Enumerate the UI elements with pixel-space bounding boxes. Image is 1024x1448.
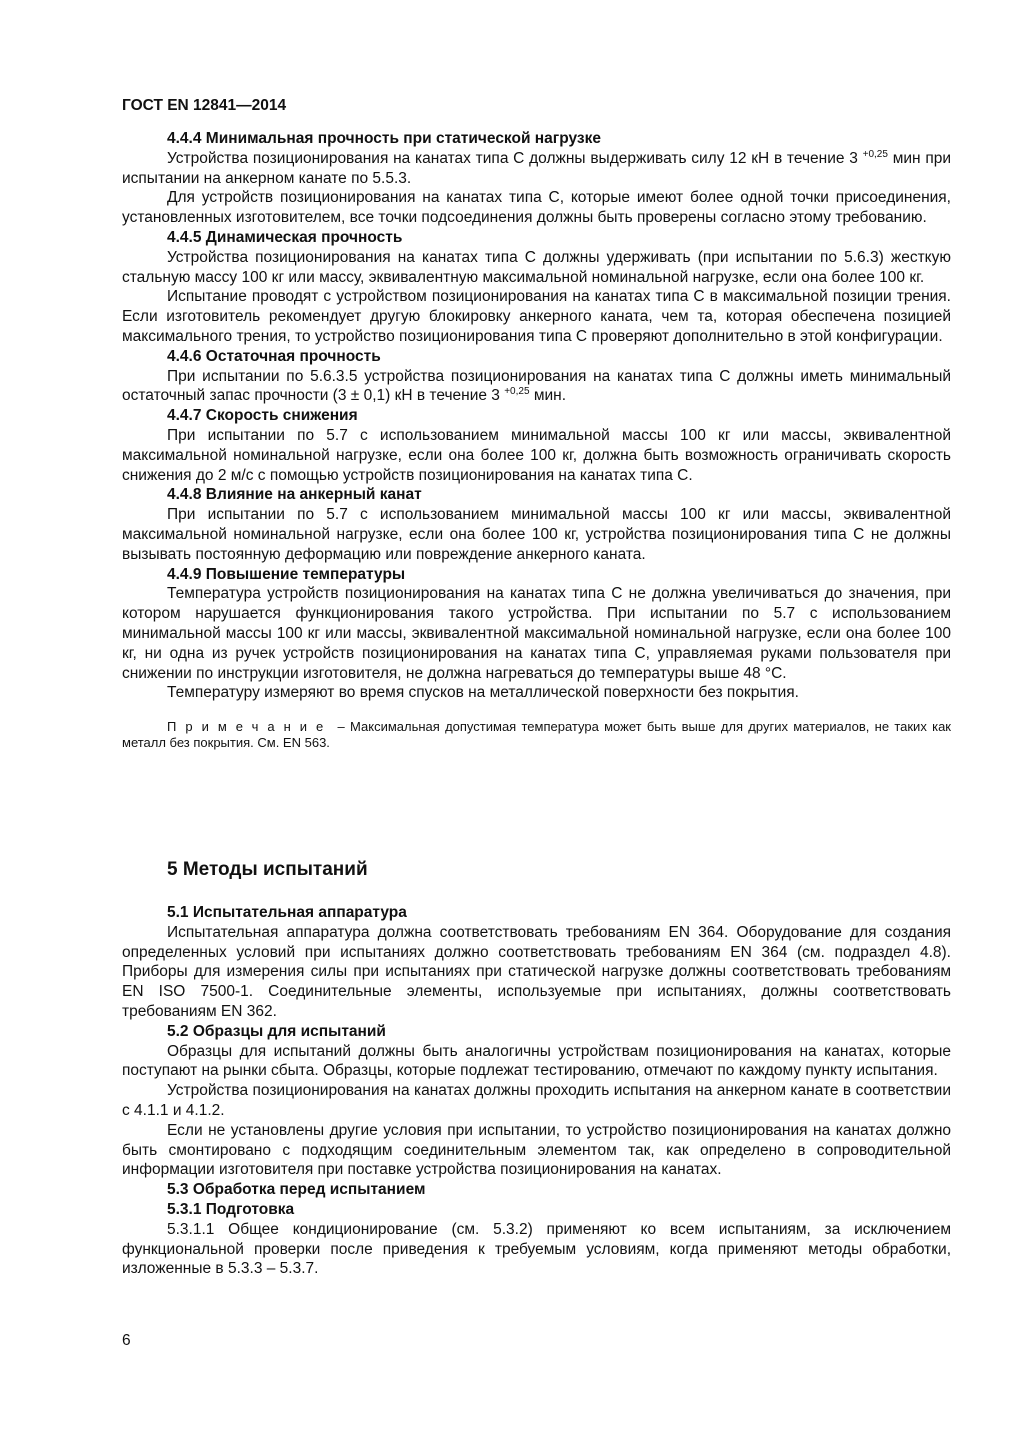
note	[122, 719, 951, 751]
paragraph: Образцы для испытаний должны быть аналогичны устройствам позиционирования на канатах, которые поступают на рынки сбыта. Образцы, которые подлежат тестированию, отмечают по каждому пункту испытания.	[122, 1042, 951, 1080]
section-5-text	[122, 903, 951, 1279]
paragraph: Температуру измеряют во время спусков на металлической поверхности без покрытия.	[167, 684, 799, 702]
note-text: – Максимальная допустимая температура может быть выше для других материалов, не таких как металл без покрытия. См. EN 563.	[122, 719, 951, 751]
paragraph: Устройства позиционирования на канатах типа С должны выдерживать силу 12 кН в течение 3 $^{+0,25}$ мин при испытании на анкерном канате по 5.5.3.	[122, 148, 951, 187]
clause-heading: 5.3 Обработка перед испытанием	[167, 1181, 426, 1199]
document-header: ГОСТ EN 12841—2014	[122, 97, 287, 114]
paragraph: При испытании по 5.6.3.5 устройства позиционирования на канатах типа С должны иметь минимальный остаточный запас прочности (3 ± 0,1) кН в течение 3 $^{+0,25}$ мин.	[122, 367, 951, 405]
paragraph: Испытательная аппаратура должна соответствовать требованиям EN 364. Оборудование для создания определенных условий при испытаниях должно соответствовать требованиям EN 364 (см. подраздел 4.8). Приборы для измерения силы при испытаниях при статической нагрузке должны соответствовать требованиям EN ISO 7500-1. Соединительные элементы, используемые при испытаниях, должны соответствовать требованиям EN 362.	[122, 923, 951, 1020]
clause-heading: 4.4.8 Влияние на анкерный канат	[167, 486, 422, 504]
paragraph: Если не установлены другие условия при испытании, то устройство позиционирования на канатах должно быть смонтировано с подходящим соединительным элементом так, как определено в сопроводительной информации изготовителя при поставке устройства позиционирования на канатах.	[122, 1121, 951, 1179]
paragraph: Для устройств позиционирования на канатах типа С, которые имеют более одной точки присоединения, установленных изготовителем, все точки подсоединения должны быть проверены согласно этому требованию.	[122, 189, 951, 227]
tolerance-superscript: +0,25	[504, 386, 530, 398]
clause-heading: 5.1 Испытательная аппаратура	[167, 904, 407, 921]
note-label: Примечание	[167, 719, 333, 735]
paragraph: Устройства позиционирования на канатах должны проходить испытания на анкерном канате в соответствии с 4.1.1 и 4.1.2.	[122, 1082, 951, 1119]
clause-heading: 4.4.5 Динамическая прочность	[167, 228, 403, 246]
paragraph: При испытании по 5.7 с использованием минимальной массы 100 кг или массы, эквивалентной максимальной номинальной нагрузке, если она более 100 кг, должна быть возможность ограничивать скорость снижения до 2 м/с с помощью устройств позиционирования на канатах типа С.	[122, 426, 951, 484]
paragraph: 5.3.1.1 Общее кондиционирование (см. 5.3.2) применяют ко всем испытаниям, за исключением функциональной проверки после приведения к требуемым условиям, когда применяют методы обработки, изложенные в 5.3.3 – 5.3.7.	[122, 1220, 951, 1278]
clause-heading: 5.2 Образцы для испытаний	[167, 1022, 386, 1040]
paragraph: Температура устройств позиционирования на канатах типа С не должна увеличиваться до значения, при котором нарушается функционирования такого устройства. При испытании по 5.7 с использованием минимальной массы 100 кг или массы, эквивалентной максимальной номинальной нагрузке, если она более 100 кг, ни одна из ручек устройств позиционирования на канатах типа С, управляемая руками пользователя при снижении по инструкции изготовителя, не должна нагреваться до температуры выше 48 °С.	[122, 585, 951, 682]
paragraph: Устройства позиционирования на канатах типа С должны удерживать (при испытании по 5.6.3) жесткую стальную массу 100 кг или массу, эквивалентную максимальной номинальной нагрузке, если она более 100 кг.	[122, 248, 951, 286]
section-title: 5 Методы испытаний	[167, 859, 368, 880]
clause-heading: 4.4.4 Минимальная прочность при статической нагрузке	[167, 130, 601, 147]
page-number: 6	[122, 1332, 131, 1349]
clause-heading: 4.4.9 Повышение температуры	[167, 565, 406, 583]
paragraph: При испытании по 5.7 с использованием минимальной массы 100 кг или массы, эквивалентной максимальной номинальной нагрузке, если она более 100 кг, устройства позиционирования типа С не должны вызывать постоянную деформацию или повреждение анкерного каната.	[122, 506, 951, 563]
section-4-4-text	[122, 129, 951, 751]
clause-heading: 4.4.6 Остаточная прочность	[167, 347, 381, 365]
clause-heading: 4.4.7 Скорость снижения	[167, 407, 358, 425]
paragraph: Испытание проводят с устройством позиционирования на канатах типа С в максимальной позиции трения. Если изготовитель рекомендует другую блокировку анкерного каната, чем та, которая обеспечена позицией максимального трения, то устройство позиционирования типа С проверяют дополнительно в этой конфигурации.	[122, 288, 951, 345]
tolerance-superscript: +0,25	[862, 148, 888, 160]
clause-heading: 5.3.1 Подготовка	[167, 1200, 295, 1218]
